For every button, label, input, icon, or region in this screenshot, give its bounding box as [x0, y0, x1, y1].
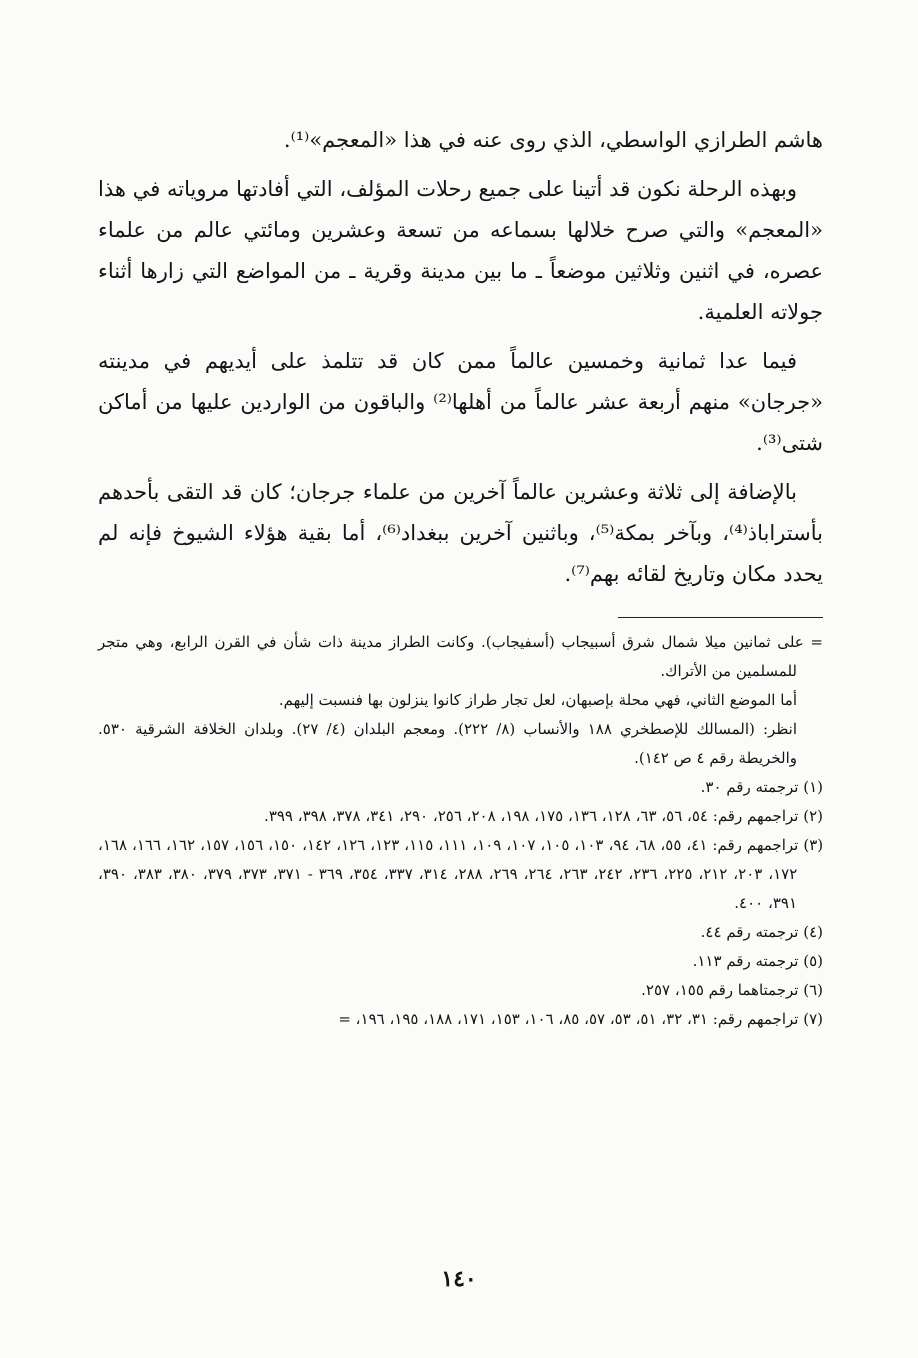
- page-number: ١٤٠: [441, 1266, 477, 1292]
- paragraph-2: وبهذه الرحلة نكون قد أتينا على جميع رحلات المؤلف، التي أفادتها مروياته في هذا «المعجم» والتي صرح خلالها بسماعه من تسعة وعشرين ومائتي عالم من علماء عصره، في اثنين وثلاثين موضعاً ـ ما بين مدينة وقرية ـ من المواضع التي زارها أثناء جولاته العلمية.: [98, 177, 823, 324]
- footnote-separator: [618, 617, 823, 618]
- footnote-6: (٦) ترجمتاهما رقم ١٥٥، ٢٥٧.: [641, 981, 823, 999]
- footnote-continuation-2: أما الموضع الثاني، فهي محلة بإصبهان، لعل تجار طراز كانوا ينزلون بها فنسبت إليهم.: [278, 691, 797, 709]
- footnote-continuation-1: = على ثمانين ميلا شمال شرق أسبيجاب (أسفيجاب). وكانت الطراز مدينة ذات شأن في القرن الرابع، وهي متجر للمسلمين من الأتراك.: [98, 633, 823, 680]
- footnote-3: (٣) تراجمهم رقم: ٤١، ٥٥، ٦٨، ٩٤، ١٠٣، ١٠٥، ١٠٧، ١٠٩، ١١١، ١١٥، ١٢٣، ١٢٦، ١٤٢، ١٥٠، ١٥٦، ١٥٧، ١٦٢، ١٦٦، ١٦٨، ١٧٢، ٢٠٣، ٢١٢، ٢٢٥، ٢٣٦، ٢٤٢، ٢٦٣، ٢٦٤، ٢٦٩، ٢٨٨، ٣١٤، ٣٣٧، ٣٥٤، ٣٦٩ - ٣٧١، ٣٧٣، ٣٧٩، ٣٨٠، ٣٨٣، ٣٩٠، ٣٩١، ٤٠٠.: [98, 836, 824, 912]
- paragraph-3: فيما عدا ثمانية وخمسين عالماً ممن كان قد تتلمذ على أيديهم في مدينته «جرجان» منهم أربعة عشر عالماً من أهلها⁽²⁾ والباقون من الواردين عليها من أماكن شتى⁽³⁾.: [98, 349, 823, 455]
- footnotes: [98, 628, 823, 1034]
- page-content: [98, 120, 823, 1034]
- footnote-5: (٥) ترجمته رقم ١١٣.: [692, 952, 823, 970]
- footnote-1: (١) ترجمته رقم ٣٠.: [700, 778, 823, 796]
- main-text: [98, 120, 823, 595]
- paragraph-4: بالإضافة إلى ثلاثة وعشرين عالماً آخرين من علماء جرجان؛ كان قد التقى بأحدهم بأستراباذ⁽⁴⁾، وبآخر بمكة⁽⁵⁾، وباثنين آخرين ببغداد⁽⁶⁾، أما بقية هؤلاء الشيوخ فإنه لم يحدد مكان وتاريخ لقائه بهم⁽⁷⁾.: [98, 480, 823, 586]
- paragraph-1: هاشم الطرازي الواسطي، الذي روى عنه في هذا «المعجم»⁽¹⁾.: [283, 128, 823, 152]
- footnote-continuation-3: انظر: (المسالك للإصطخري ١٨٨ والأنساب (٨/ ٢٢٢). ومعجم البلدان (٤/ ٢٧). وبلدان الخلافة الشرقية ٥٣٠. والخريطة رقم ٤ ص ١٤٢).: [98, 720, 797, 767]
- footnote-2: (٢) تراجمهم رقم: ٥٤، ٥٦، ٦٣، ١٢٨، ١٣٦، ١٧٥، ١٩٨، ٢٠٨، ٢٥٦، ٢٩٠، ٣٤١، ٣٧٨، ٣٩٨، ٣٩٩.: [264, 807, 823, 825]
- footnote-4: (٤) ترجمته رقم ٤٤.: [700, 923, 823, 941]
- footnote-7: (٧) تراجمهم رقم: ٣١، ٣٢، ٥١، ٥٣، ٥٧، ٨٥، ١٠٦، ١٥٣، ١٧١، ١٨٨، ١٩٥، ١٩٦، =: [338, 1010, 823, 1028]
